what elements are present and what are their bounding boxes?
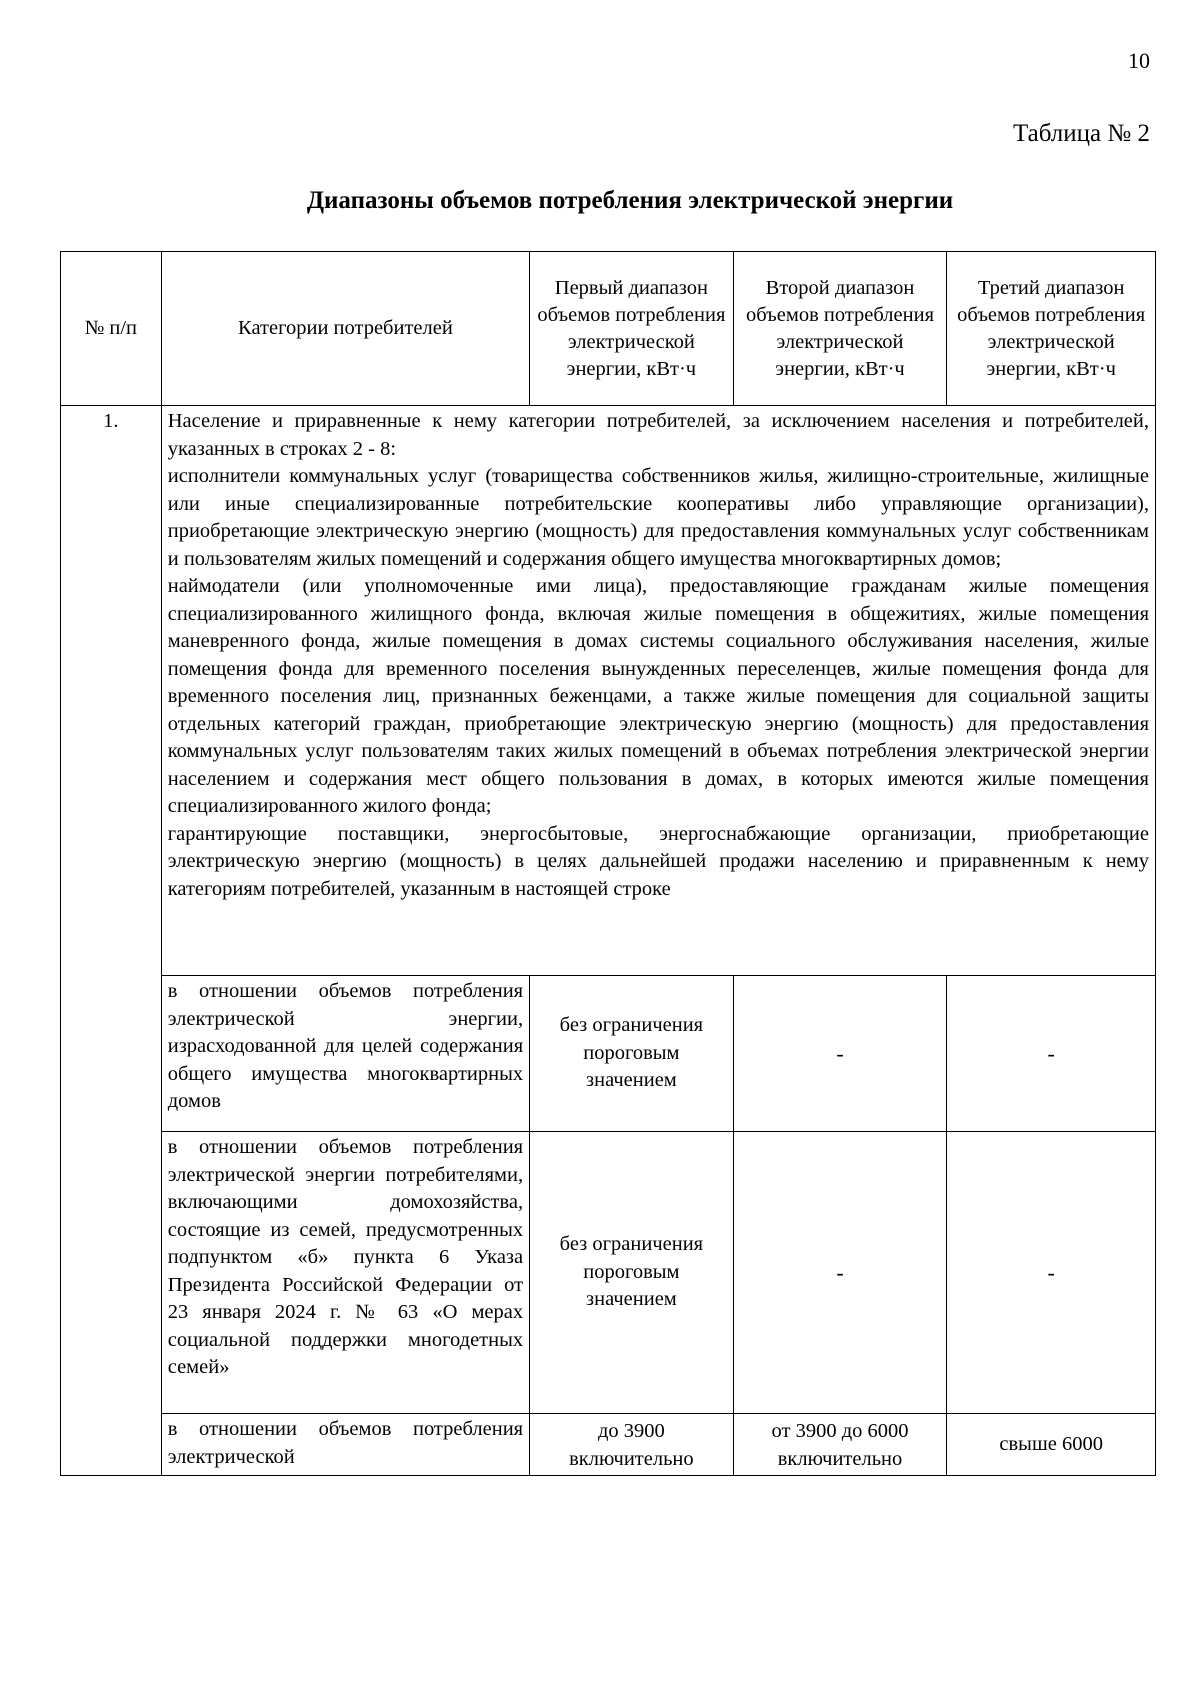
document-title: Диапазоны объемов потребления электрической энергии [306,187,954,214]
header-range-3: Третий диапазон объемов потребления электрической энергии, кВт·ч [947,252,1156,406]
row-number: 1. [61,406,162,1476]
table-subrow [61,1132,1156,1414]
subrow-range-2: - [733,976,947,1132]
header-number: № п/п [61,252,162,406]
table-label: Таблица № 2 [1012,120,1150,147]
header-category: Категории потребителей [161,252,529,406]
row-description [161,406,1155,976]
subrow-range-1: до 3900 включительно [530,1414,734,1476]
subrow-category: в отношении объемов потребления электрической [161,1414,529,1476]
subrow-range-1: без ограничения пороговым значением [530,976,734,1132]
table-row [61,406,1156,976]
subrow-range-3: - [947,976,1156,1132]
description-paragraph: наймодатели (или уполномоченные ими лица), предоставляющие гражданам жилые помещения специализированного жилищного фонда, включая жилые помещения в общежитиях, жилые помещения маневренного фонда, жилые помещения в домах системы социального обслуживания населения, жилые помещения фонда для временного поселения вынужденных переселенцев, жилые помещения фонда для временного поселения лиц, признанных беженцами, а также жилые помещения для социальной защиты отдельных категорий граждан, приобретающие электрическую энергию (мощность) для предоставления коммунальных услуг пользователям таких жилых помещений в объемах потребления электрической энергии населением и содержания мест общего пользования в домах, в которых имеются жилые помещения специализированного жилого фонда; [167,575,1149,817]
page-number: 10 [1128,48,1150,73]
consumption-ranges-table [60,251,1156,1476]
table-header-row [61,252,1156,406]
subrow-range-2: от 3900 до 6000 включительно [733,1414,947,1476]
table-subrow [61,976,1156,1132]
subrow-category: в отношении объемов потребления электрической энергии потребителями, включающими домохозяйства, состоящие из семей, предусмотренных подпунктом «б» пункта 6 Указа Президента Российской Федерации от 23 января 2024 г. № 63 «О мерах социальной поддержки многодетных семей» [161,1132,529,1414]
subrow-range-3: - [947,1132,1156,1414]
description-paragraph: исполнители коммунальных услуг (товарищества собственников жилья, жилищно-строительные, жилищные или иные специализированные потребительские кооперативы либо управляющие организации), приобретающие электрическую энергию (мощность) для предоставления коммунальных услуг собственникам и пользователям жилых помещений и содержания общего имущества многоквартирных домов; [167,465,1149,570]
description-paragraph: Население и приравненные к нему категории потребителей, за исключением населения и потребителей, указанных в строках 2 - 8: [167,410,1149,460]
subrow-range-3: свыше 6000 [947,1414,1156,1476]
header-range-1: Первый диапазон объемов потребления электрической энергии, кВт·ч [530,252,734,406]
subrow-range-2: - [733,1132,947,1414]
description-paragraph: гарантирующие поставщики, энергосбытовые, энергоснабжающие организации, приобретающие электрическую энергию (мощность) в целях дальнейшей продажи населению и приравненным к нему категориям потребителей, указанным в настоящей строке [167,822,1149,900]
subrow-category: в отношении объемов потребления электрической энергии, израсходованной для целей содержания общего имущества многоквартирных домов [161,976,529,1132]
header-range-2: Второй диапазон объемов потребления электрической энергии, кВт·ч [733,252,947,406]
subrow-range-1: без ограничения пороговым значением [530,1132,734,1414]
table-subrow [61,1414,1156,1476]
